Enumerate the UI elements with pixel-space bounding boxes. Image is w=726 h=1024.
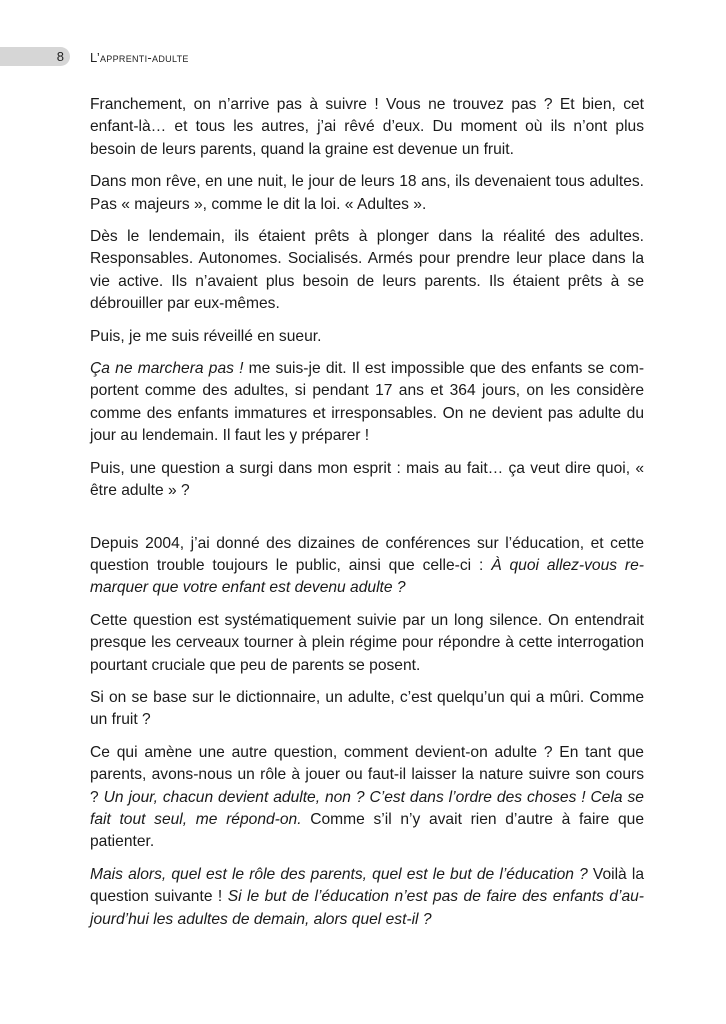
paragraph bbox=[90, 864, 644, 931]
paragraph bbox=[90, 358, 644, 448]
text-segment: Si on se base sur le dictionnaire, un adulte, c’est quelqu’un qui a mûri. Comme un fruit ? bbox=[90, 688, 644, 729]
paragraph bbox=[90, 533, 644, 600]
italic-text: À quoi allez-vous remarquer que votre enfant est devenu adulte ? bbox=[90, 556, 644, 597]
running-title: L’apprenti-adulte bbox=[90, 50, 189, 65]
text-segment: Dès le lendemain, ils étaient prêts à plonger dans la réalité des adultes. Responsables. Autonomes. Socialisés. Armés pour prendre leur place dans la vie active. Ils n’avaient plus besoin de leurs parents. Ils étaient prêts à se débrouiller par eux-mêmes. bbox=[90, 228, 644, 313]
italic-text: Un jour, chacun devient adulte, non ? C’est dans l’ordre des choses ! Cela se fait tout seul, me répond-on. bbox=[90, 788, 644, 828]
text-segment: Cette question est systématiquement suivie par un long silence. On entendrait presque les cerveaux tourner à plein régime pour répondre à cette interrogation pourtant cruciale que peu de parents se posent. bbox=[90, 611, 644, 674]
text-segment: me suis-je dit. Il est impossible que des enfants se comportent comme des adultes, si pendant 17 ans et 364 jours, on les considère comme des enfants immatures et irresponsables. On ne devient pas adulte du jour au lendemain. Il faut les y préparer ! bbox=[90, 360, 645, 445]
paragraph bbox=[90, 687, 644, 732]
body-text bbox=[90, 94, 644, 941]
paragraph bbox=[90, 326, 644, 348]
text-segment: Depuis 2004, j’ai donné des dizaines de conférences sur l’éducation, et cette question trouble toujours le public, ainsi que celle-ci : bbox=[90, 534, 644, 574]
italic-text: Mais alors, quel est le rôle des parents, quel est le but de l’éducation ? bbox=[90, 865, 588, 883]
page-header bbox=[0, 0, 726, 70]
text-segment: Comme s’il n’y avait rien d’autre à faire que patienter. bbox=[90, 810, 644, 851]
italic-text: Ça ne marchera pas ! bbox=[90, 360, 244, 378]
paragraph bbox=[90, 226, 644, 316]
text-segment: Ce qui amène une autre question, comment devient-on adulte ? En tant que parents, avons-nous un rôle à jouer ou faut-il laisser la nature suivre son cours ? bbox=[90, 743, 644, 806]
page-number-tab bbox=[0, 47, 70, 66]
paragraph bbox=[90, 171, 644, 216]
paragraph bbox=[90, 742, 644, 854]
text-segment: Puis, je me suis réveillé en sueur. bbox=[90, 327, 322, 345]
paragraph bbox=[90, 94, 644, 161]
paragraph bbox=[90, 610, 644, 677]
page-number: 8 bbox=[56, 49, 64, 64]
text-segment: Franchement, on n’arrive pas à suivre ! Vous ne trouvez pas ? Et bien, cet enfant-là… et tous les autres, j’ai rêvé d’eux. Du moment où ils n’ont plus besoin de leurs parents, quand la graine est devenue un fruit. bbox=[90, 96, 644, 158]
text-segment: Puis, une question a surgi dans mon esprit : mais au fait… ça veut dire quoi, « être adulte » ? bbox=[90, 459, 644, 500]
italic-text: Si le but de l’éducation n’est pas de faire des enfants d’aujourd’hui les adultes de demain, alors quel est-il ? bbox=[90, 888, 644, 928]
paragraph bbox=[90, 458, 644, 503]
text-segment: Voilà la question suivante ! bbox=[90, 865, 645, 906]
text-segment: Dans mon rêve, en une nuit, le jour de leurs 18 ans, ils devenaient tous adultes. Pas « majeurs », comme le dit la loi. « Adultes ». bbox=[90, 173, 644, 213]
